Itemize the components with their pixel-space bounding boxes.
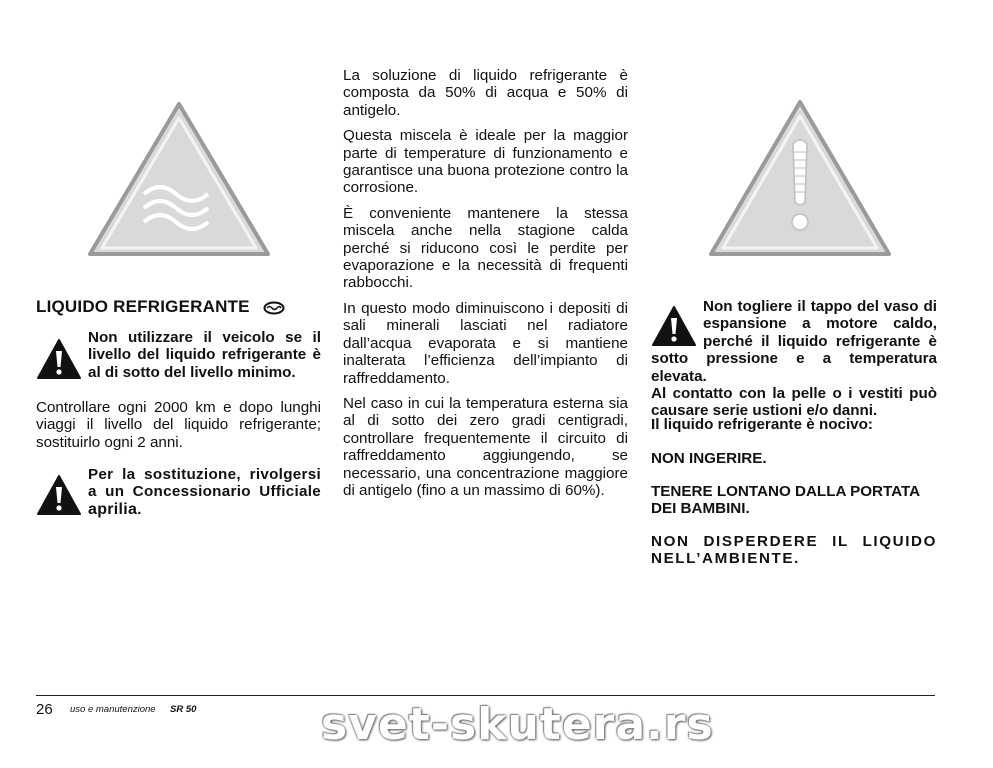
coolant-info-column: [343, 67, 628, 507]
no-ingest-notice: NON INGERIRE.: [651, 450, 767, 467]
coolant-icon: [263, 301, 285, 315]
model-label: SR 50: [170, 704, 197, 715]
check-paragraph: Controllare ogni 2000 km e dopo lunghi viaggi il livello del liquido refrigerante; sostituirlo ogni 2 anni.: [36, 399, 321, 451]
no-disperse-notice: NON DISPERDERE IL LIQUIDO NELL’AMBIENTE.: [651, 533, 937, 568]
section-heading: [36, 297, 285, 317]
harmful-notice: Il liquido refrigerante è nocivo:: [651, 416, 873, 433]
warning-min-level: Non utilizzare il veicolo se il livello del liquido refrigerante è al di sotto del livello minimo.: [88, 329, 321, 381]
small-warning-icon: [36, 338, 82, 380]
small-warning-icon: [36, 474, 82, 516]
keep-away-notice: TENERE LONTANO DALLA PORTATA DEI BAMBINI.: [651, 483, 920, 518]
info-paragraph-2: Questa miscela è ideale per la maggior parte di temperature di funzionamento e garantisce una buona protezione contro la corrosione.: [343, 127, 628, 197]
info-paragraph-3: È conveniente mantenere la stessa miscela anche nella stagione calda perché si riducono così le perdite per evaporazione e la necessità di frequenti rabbocchi.: [343, 204, 628, 292]
manual-label: uso e manutenzione: [70, 704, 156, 715]
footer-divider: [36, 695, 935, 696]
info-paragraph-4: In questo modo diminuiscono i depositi di sali minerali lasciati nel radiatore dall’acqua evaporata e si mantiene inalterata l’efficienza dell’impianto di raffreddamento.: [343, 299, 628, 387]
brand-name: aprilia: [88, 500, 138, 518]
wave-warning-icon: [86, 98, 272, 260]
warning-dealer: Per la sostituzione, rivolgersi a un Concessionario Ufficiale aprilia.: [88, 466, 321, 518]
section-title: LIQUIDO REFRIGERANTE: [36, 297, 250, 316]
watermark: svet-skutera.rs: [321, 699, 714, 750]
exclamation-warning-icon: [707, 96, 893, 260]
info-paragraph-1: La soluzione di liquido refrigerante è composta da 50% di acqua e 50% di antigelo.: [343, 67, 628, 119]
info-paragraph-5: Nel caso in cui la temperatura esterna sia al di sotto dei zero gradi centigradi, controllare frequentemente il circuito di raffreddamento aggiungendo, se necessario, una concentrazione maggiore di antigelo (fino a un massimo di 60%).: [343, 394, 628, 499]
warning-hot-cap: Non togliere il tappo del vaso di espansione a motore caldo, perché il liquido refrigerante è sotto pressione e a temperatura elevata. Al contatto con la pelle o i vestiti può causare serie ustioni e/o danni.: [651, 298, 937, 420]
page-number: 26: [36, 701, 53, 718]
